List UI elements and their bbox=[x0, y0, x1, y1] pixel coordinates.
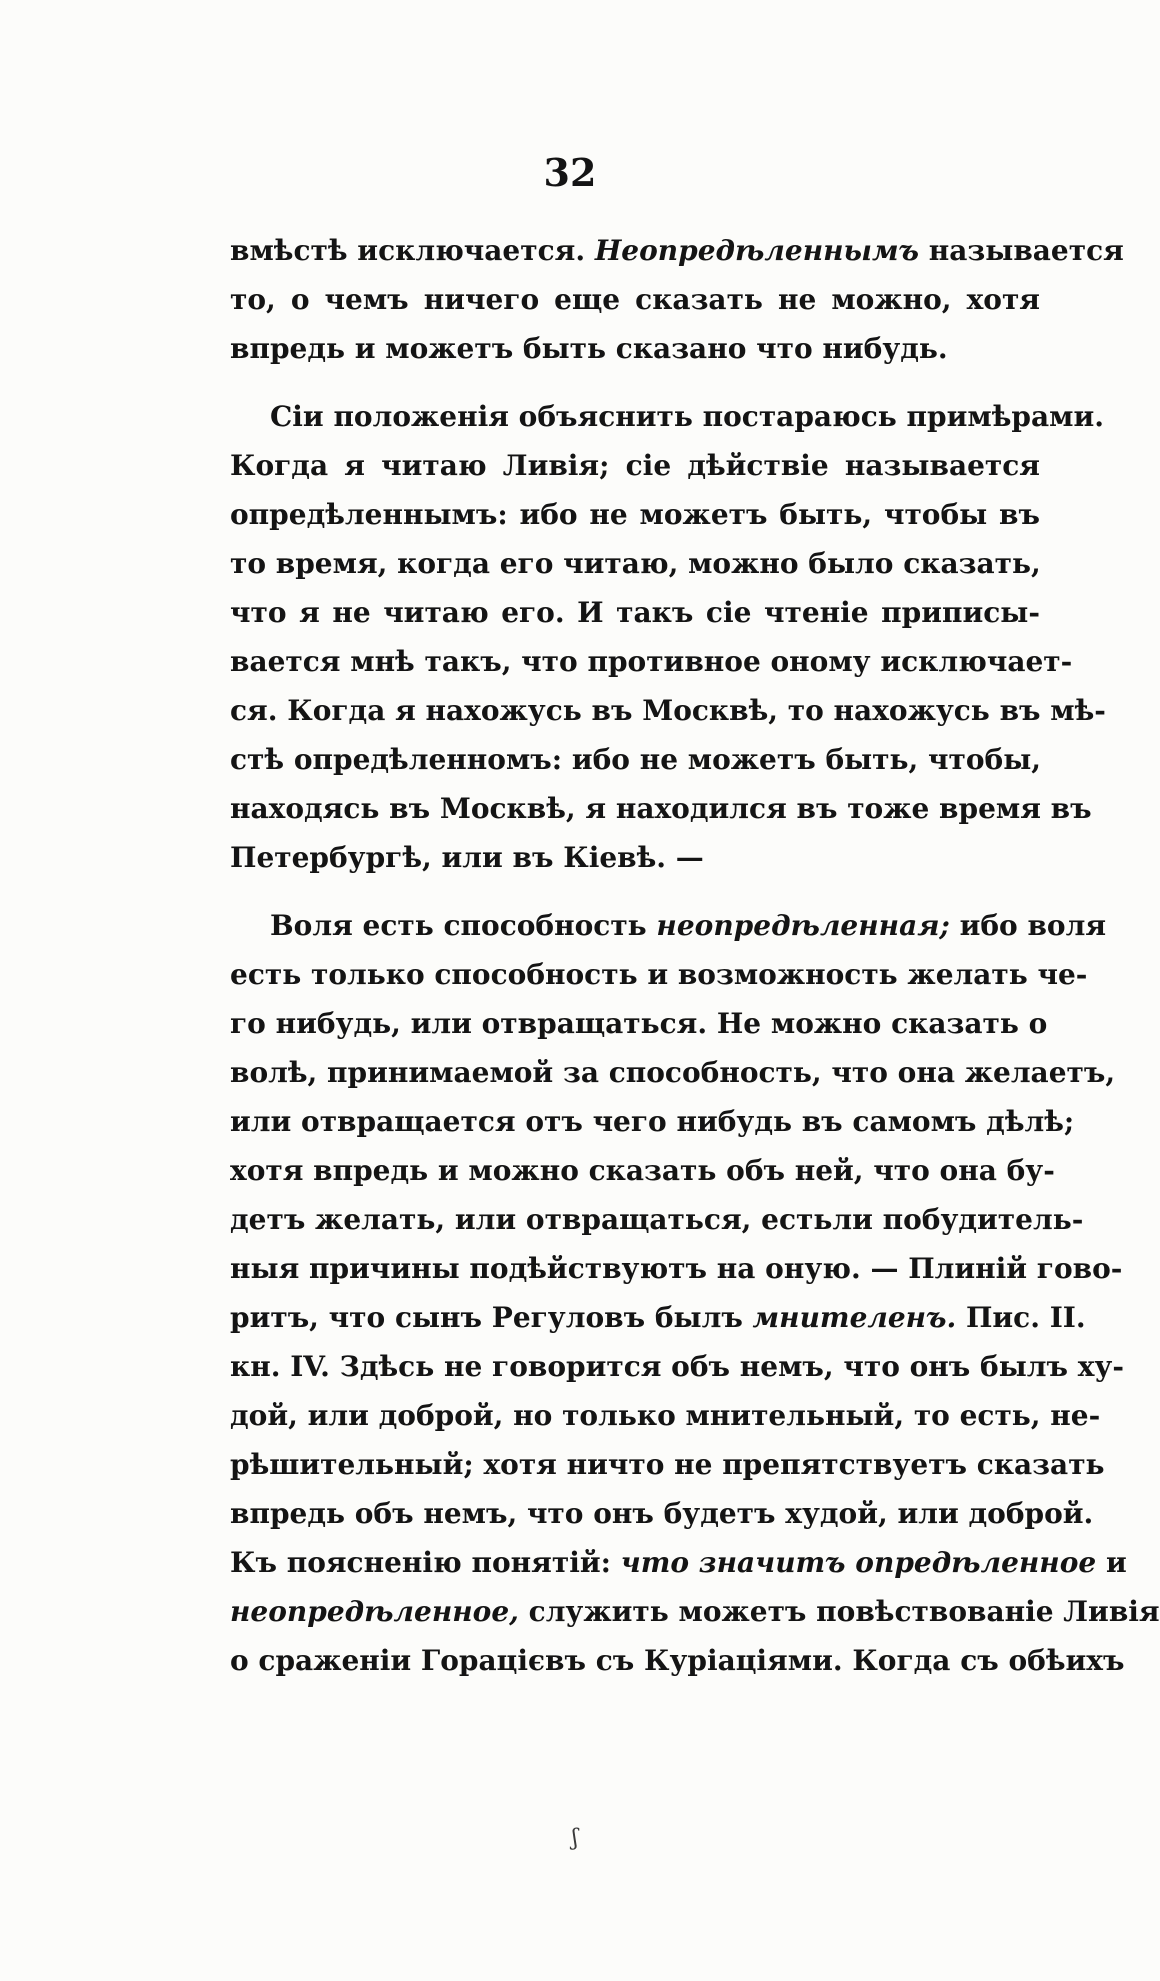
text-run: о сраженіи Горацієвъ съ Куріаціями. Когда съ обѣихъ bbox=[230, 1644, 1125, 1677]
text-line bbox=[230, 901, 1107, 950]
text-line bbox=[230, 735, 1040, 784]
text-line bbox=[230, 1440, 1105, 1489]
text-line bbox=[230, 686, 1106, 735]
text-run: опредѣленнымъ: ибо не можетъ быть, чтобы въ bbox=[230, 498, 1040, 531]
text-line bbox=[230, 392, 1104, 441]
text-line bbox=[230, 1146, 1055, 1195]
text-run: вается мнѣ такъ, что противное оному исключает- bbox=[230, 645, 1073, 678]
text-run: рѣшительный; хотя ничто не препятствуетъ сказать bbox=[230, 1448, 1105, 1481]
text-run: го нибудь, или отвращаться. Не можно сказать о bbox=[230, 1007, 1048, 1040]
text-line bbox=[230, 490, 1040, 539]
text-run: то, о чемъ ничего еще сказать не можно, хотя bbox=[230, 283, 1040, 316]
text-run: хотя впредь и можно сказать объ ней, что она бу- bbox=[230, 1154, 1055, 1187]
text-line bbox=[230, 999, 1048, 1048]
text-run: называется bbox=[919, 234, 1124, 267]
text-line bbox=[230, 588, 1040, 637]
text-line bbox=[230, 275, 1040, 324]
text-run: ся. Когда я нахожусь въ Москвѣ, то нахожусь въ мѣ- bbox=[230, 694, 1106, 727]
text-line bbox=[230, 1195, 1084, 1244]
ink-speck: ʃ bbox=[572, 1826, 578, 1851]
text-run: впредь и можетъ быть сказано что нибудь. bbox=[230, 332, 948, 365]
text-run: есть только способность и возможность желать че- bbox=[230, 958, 1088, 991]
paragraph bbox=[230, 901, 1160, 1685]
text-run: ибо воля bbox=[949, 909, 1107, 942]
paragraph bbox=[230, 392, 1106, 882]
text-line bbox=[230, 950, 1088, 999]
text-run: ритъ, что сынъ Регуловъ былъ bbox=[230, 1301, 753, 1334]
text-line bbox=[230, 1489, 1094, 1538]
text-run: Когда я читаю Ливія; сіе дѣйствіе называется bbox=[230, 449, 1040, 482]
text-line bbox=[230, 1538, 1127, 1587]
italic-term: что значитъ опредѣленное bbox=[620, 1546, 1097, 1579]
italic-term: неопредѣленное, bbox=[230, 1595, 519, 1628]
text-line bbox=[230, 1636, 1125, 1685]
text-line bbox=[230, 1293, 1086, 1342]
paragraph bbox=[230, 226, 1124, 373]
text-line bbox=[230, 833, 1040, 882]
text-run: Воля есть способность bbox=[270, 909, 657, 942]
text-run: или отвращается отъ чего нибудь въ самомъ дѣлѣ; bbox=[230, 1105, 1075, 1138]
text-line bbox=[230, 539, 1040, 588]
text-run: детъ желать, или отвращаться, естьли побудитель- bbox=[230, 1203, 1084, 1236]
italic-term: мнителенъ. bbox=[752, 1301, 957, 1334]
text-run: Къ поясненію понятій: bbox=[230, 1546, 621, 1579]
text-line bbox=[230, 1587, 1160, 1636]
text-line bbox=[230, 637, 1073, 686]
text-line bbox=[230, 226, 1124, 275]
text-run: находясь въ Москвѣ, я находился въ тоже время въ bbox=[230, 792, 1092, 825]
text-line bbox=[230, 324, 1040, 373]
text-run: и bbox=[1096, 1546, 1127, 1579]
text-run: кн. IV. Здѣсь не говорится объ немъ, что онъ былъ ху- bbox=[230, 1350, 1124, 1383]
text-line bbox=[230, 1391, 1101, 1440]
text-run: Петербургѣ, или въ Кіевѣ. — bbox=[230, 841, 704, 874]
text-line bbox=[230, 1342, 1124, 1391]
text-line bbox=[230, 784, 1092, 833]
italic-term: неопредѣленная; bbox=[656, 909, 950, 942]
italic-term: Неопредѣленнымъ bbox=[594, 234, 919, 267]
text-run: служить можетъ повѣствованіе Ливія bbox=[518, 1595, 1160, 1628]
text-run: волѣ, принимаемой за способность, что она желаетъ, bbox=[230, 1056, 1116, 1089]
text-run: Сіи положенія объяснить постараюсь примѣрами. bbox=[270, 400, 1104, 433]
page-number: 32 bbox=[543, 150, 597, 195]
text-run: стѣ опредѣленномъ: ибо не можетъ быть, чтобы, bbox=[230, 743, 1042, 776]
text-line bbox=[230, 1048, 1116, 1097]
text-run: Пис. II. bbox=[956, 1301, 1086, 1334]
text-run: дой, или доброй, но только мнительный, то есть, не- bbox=[230, 1399, 1101, 1432]
text-run: то время, когда его читаю, можно было сказать, bbox=[230, 547, 1041, 580]
text-line bbox=[230, 1244, 1123, 1293]
text-line bbox=[230, 441, 1040, 490]
text-run: что я не читаю его. И такъ сіе чтеніе приписы- bbox=[230, 596, 1040, 629]
text-run: вмѣстѣ исключается. bbox=[230, 234, 595, 267]
text-line bbox=[230, 1097, 1075, 1146]
text-run: впредь объ немъ, что онъ будетъ худой, или доброй. bbox=[230, 1497, 1094, 1530]
text-run: ныя причины подѣйствуютъ на оную. — Плиній гово- bbox=[230, 1252, 1123, 1285]
body-text bbox=[230, 226, 1160, 1685]
